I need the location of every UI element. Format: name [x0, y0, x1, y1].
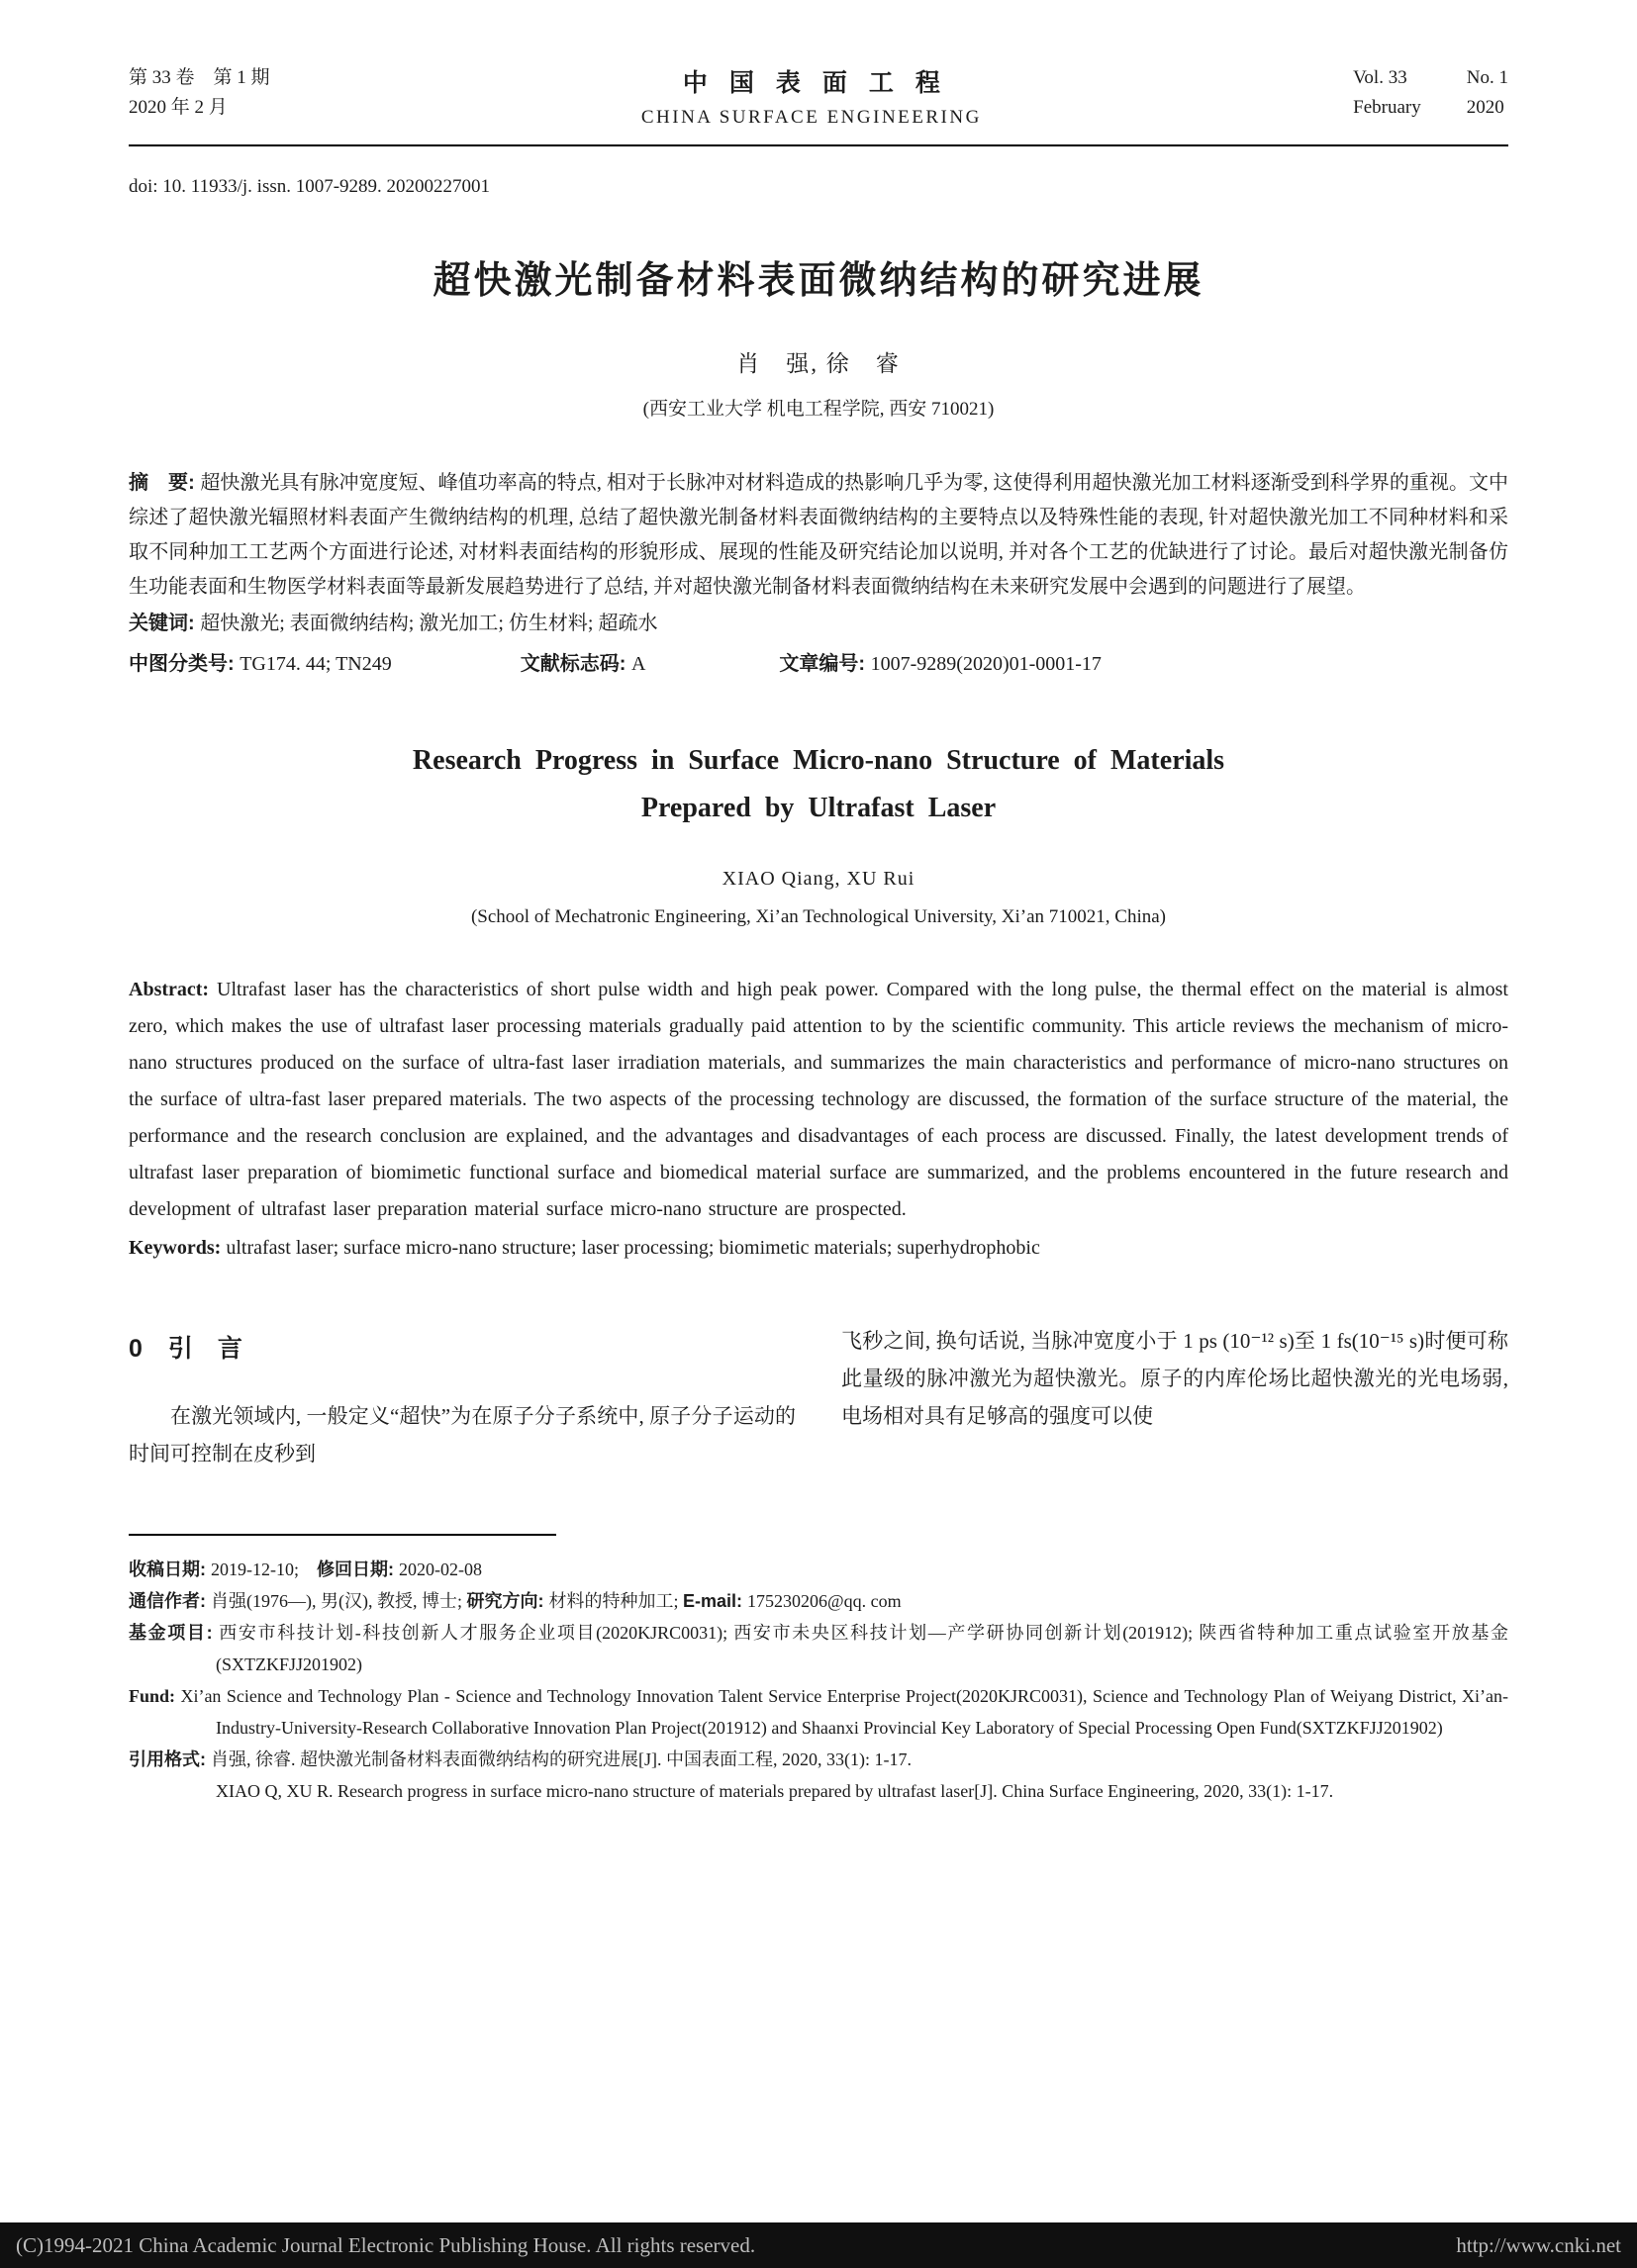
intro-left-paragraph: 在激光领域内, 一般定义“超快”为在原子分子系统中, 原子分子运动的时间可控制在皮秒到	[129, 1404, 796, 1465]
volume-info	[1353, 63, 1508, 123]
abstract-en-label: Abstract:	[129, 979, 218, 1000]
doc-code-label: 文献标志码:	[520, 653, 631, 675]
section-heading	[129, 1330, 796, 1368]
affiliation-cn: (西安工业大学 机电工程学院, 西安 710021)	[642, 399, 995, 420]
intro-right-column	[841, 1322, 1508, 1472]
keywords-en	[129, 1230, 1508, 1267]
fund-en-label: Fund:	[129, 1686, 181, 1706]
abstract-cn	[129, 466, 1508, 605]
article-title-cn: 超快激光制备材料表面微纳结构的研究进展	[433, 260, 1204, 302]
affiliation-en: (School of Mechatronic Engineering, Xi’an Technological University, Xi’an 710021, China)	[470, 906, 1167, 927]
section-number: 0	[129, 1335, 143, 1363]
article-title-en-line1: Research Progress in Surface Micro-nano Structure of Materials	[412, 745, 1225, 776]
issue-volume-cn: 第 33 卷 第 1 期	[129, 67, 270, 88]
cnki-url: http://www.cnki.net	[1456, 2232, 1621, 2257]
issue-number: No. 1	[1466, 67, 1508, 88]
header-rule	[129, 144, 1508, 146]
doc-code-value: A	[630, 653, 646, 675]
keywords-en-text: ultrafast laser; surface micro-nano structure; laser processing; biomimetic materials; superhydrophobic	[226, 1237, 1040, 1259]
footnote-fund-cn	[129, 1617, 1508, 1680]
footnote-fund-en	[129, 1680, 1508, 1744]
intro-left-column	[129, 1322, 796, 1472]
fund-cn-value: 西安市科技计划-科技创新人才服务企业项目(2020KJRC0031); 西安市未央区科技计划—产学研协同创新计划(201912); 陕西省特种加工重点试验室开放基金(SXTZKFJJ201902)	[216, 1623, 1509, 1674]
revised-value: 2020-02-08	[399, 1559, 482, 1579]
footnote-citation-en: XIAO Q, XU R. Research progress in surface micro-nano structure of materials prepared by ultrafast laser[J]. China Surface Engineering, 2020, 33(1): 1-17.	[216, 1781, 1334, 1801]
email-value: 175230206@qq. com	[747, 1591, 902, 1611]
article-title-en	[129, 737, 1508, 832]
received-label: 收稿日期:	[129, 1559, 211, 1579]
classification-row	[129, 647, 1508, 682]
article-no-value: 1007-9289(2020)01-0001-17	[870, 653, 1102, 675]
journal-header	[129, 63, 1508, 129]
keywords-cn	[129, 607, 1508, 641]
citation-label: 引用格式:	[129, 1749, 211, 1769]
issue-month: February	[1353, 97, 1421, 118]
article-title-en-line2: Prepared by Ultrafast Laser	[640, 793, 997, 823]
footnotes-block	[129, 1554, 1508, 1807]
clc-label: 中图分类号:	[129, 653, 241, 675]
abstract-en-text: Ultrafast laser has the characteristics of short pulse width and high peak power. Compared with the long pulse, the thermal effect on the material is almost zero, which makes the use of ultrafast laser processing materials gradually paid attention to by the scientific community. This article reviews the mechanism of micro-nano structures produced on the surface of ultra-fast laser irradiation materials, and summarizes the main characteristics and performance of micro-nano structures on the surface of ultra-fast laser prepared materials. The two aspects of the processing technology are discussed, the formation of the surface structure of the material, the performance and the research conclusion are explained, and the advantages and disadvantages of each process are discussed. Finally, the latest development trends of ultrafast laser preparation of biomimetic functional surface and biomedical material surface are summarized, and the problems encountered in the future research and development of ultrafast laser preparation material surface micro-nano structure are prospected.	[129, 979, 1508, 1220]
keywords-cn-text: 超快激光; 表面微纳结构; 激光加工; 仿生材料; 超疏水	[200, 613, 658, 634]
abstract-cn-label: 摘 要:	[129, 472, 201, 494]
journal-title-cn: 中国表面工程	[682, 70, 962, 97]
number-year-column	[1467, 63, 1508, 123]
footnote-dates	[129, 1554, 1508, 1585]
research-value: 材料的特种加工;	[548, 1591, 683, 1611]
authors-en: XIAO Qiang, XU Rui	[722, 868, 915, 890]
section-title: 引 言	[167, 1335, 242, 1363]
volume-number: Vol. 33	[1353, 67, 1407, 88]
abstract-en	[129, 972, 1508, 1228]
corr-author-label: 通信作者:	[129, 1591, 211, 1611]
issue-year: 2020	[1466, 97, 1504, 118]
fund-cn-label: 基金项目:	[129, 1623, 220, 1643]
issue-date-cn: 2020 年 2 月	[129, 97, 228, 118]
revised-label: 修回日期:	[317, 1559, 399, 1579]
received-value: 2019-12-10;	[211, 1559, 317, 1579]
footnote-corresponding-author	[129, 1585, 1508, 1617]
journal-title-block	[641, 63, 982, 129]
intro-right-paragraph: 飞秒之间, 换句话说, 当脉冲宽度小于 1 ps (10⁻¹² s)至 1 fs(10⁻¹⁵ s)时便可称此量级的脉冲激光为超快激光。原子的内库伦场比超快激光的光电场弱, 电场相对具有足够高的强度可以使	[841, 1329, 1508, 1428]
volume-month-column	[1353, 63, 1421, 123]
fund-en-value: Xi’an Science and Technology Plan - Science and Technology Innovation Talent Service Enterprise Project(2020KJRC0031), Science and Technology Plan of Weiyang District, Xi’an-Industry-University-Research Collaborative Innovation Plan Project(201912) and Shaanxi Provincial Key Laboratory of Special Processing Open Fund(SXTZKFJJ201902)	[180, 1686, 1508, 1738]
article-no-item	[779, 647, 1102, 682]
footnote-rule	[129, 1534, 556, 1536]
copyright-text: (C)1994-2021 China Academic Journal Electronic Publishing House. All rights reserved.	[16, 2232, 756, 2257]
abstract-cn-text: 超快激光具有脉冲宽度短、峰值功率高的特点, 相对于长脉冲对材料造成的热影响几乎为零, 这使得利用超快激光加工材料逐渐受到科学界的重视。文中综述了超快激光辐照材料表面产生微纳结构的机理, 总结了超快激光制备材料表面微纳结构的主要特点以及特殊性能的表现, 针对超快激光加工不同种材料和采取不同种加工工艺两个方面进行论述, 对材料表面结构的形貌形成、展现的性能及研究结论加以说明, 并对各个工艺的优缺进行了讨论。最后对超快激光制备仿生功能表面和生物医学材料表面等最新发展趋势进行了总结, 并对超快激光制备材料表面微纳结构在未来研究发展中会遇到的问题进行了展望。	[129, 472, 1509, 598]
citation-cn-value: 肖强, 徐睿. 超快激光制备材料表面微纳结构的研究进展[J]. 中国表面工程, 2020, 33(1): 1-17.	[211, 1749, 912, 1769]
clc-value: TG174. 44; TN249	[240, 653, 392, 675]
issue-info	[129, 63, 270, 123]
keywords-cn-label: 关键词:	[129, 613, 201, 634]
doc-code-item	[521, 647, 646, 682]
corr-author-value: 肖强(1976—), 男(汉), 教授, 博士;	[211, 1591, 467, 1611]
keywords-en-label: Keywords:	[129, 1237, 227, 1259]
email-label: E-mail:	[683, 1591, 748, 1611]
journal-title-en: CHINA SURFACE ENGINEERING	[640, 107, 982, 128]
introduction-columns	[129, 1322, 1508, 1472]
research-label: 研究方向:	[466, 1591, 549, 1611]
footnote-citation-cn	[129, 1744, 1508, 1775]
copyright-bar	[0, 2222, 1637, 2268]
authors-cn: 肖 强, 徐 睿	[736, 351, 901, 376]
doi-line: doi: 10. 11933/j. issn. 1007-9289. 20200227001	[129, 176, 491, 197]
clc-item	[129, 647, 392, 682]
article-no-label: 文章编号:	[779, 653, 871, 675]
